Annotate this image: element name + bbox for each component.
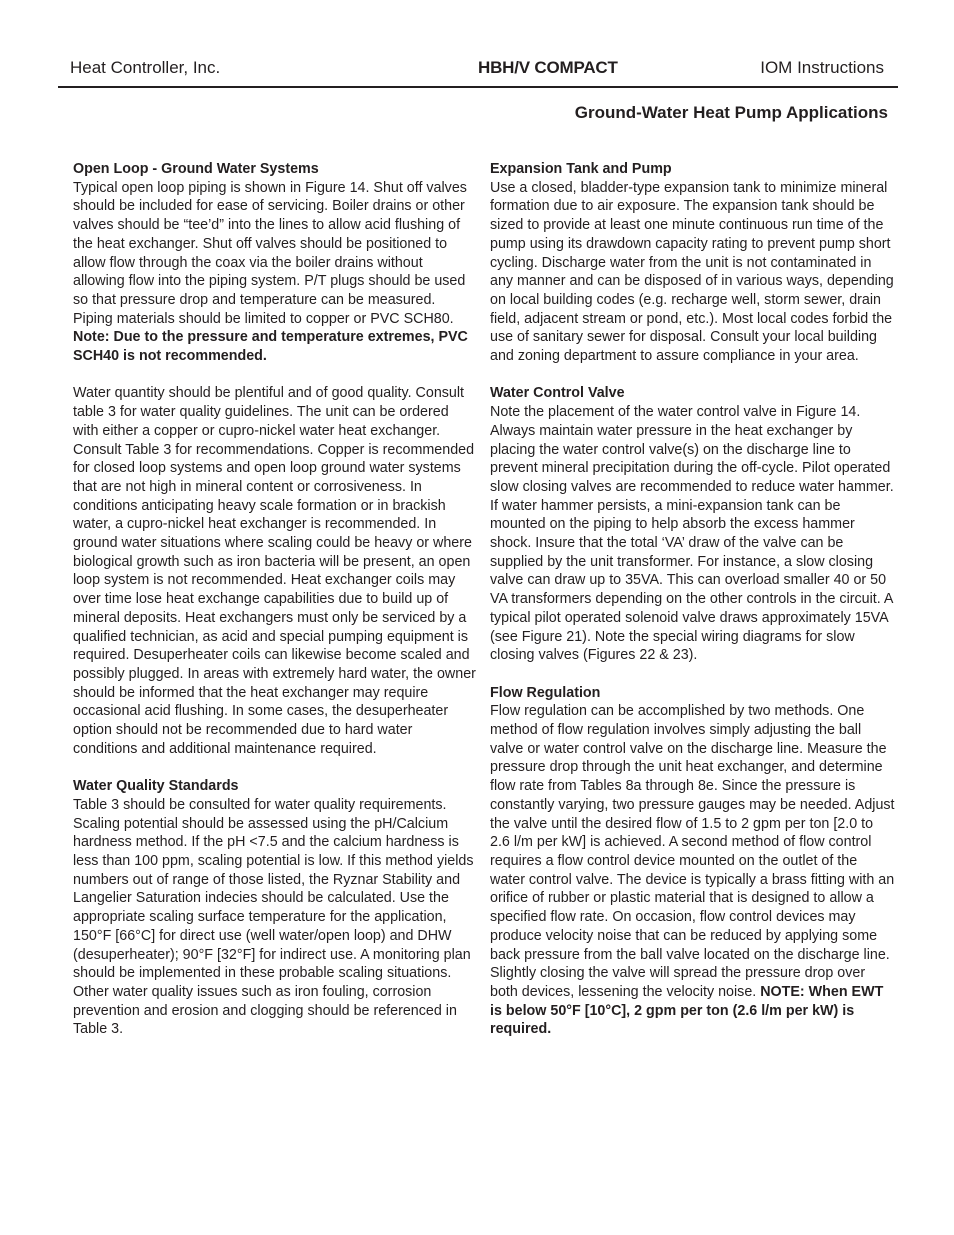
flow-regulation-note: NOTE: When EWT is below 50°F [10°C], 2 gpm per ton (2.6 l/m per kW) is required. xyxy=(490,983,884,1038)
right-column xyxy=(490,160,896,1058)
document-type: IOM Instructions xyxy=(760,58,884,77)
open-loop-heading: Open Loop - Ground Water Systems xyxy=(73,161,319,177)
water-quality-heading: Water Quality Standards xyxy=(73,778,239,795)
left-column xyxy=(73,160,477,1058)
open-loop-section xyxy=(73,160,477,366)
water-quantity-paragraph: Water quantity should be plentiful and of good quality. Consult table 3 for water quality guidelines. The unit can be ordered with either a copper or cupro-nickel water heat exchanger. Consult Table 3 for recommendations. Copper is recommended for closed loop systems and open loop ground water systems that are not high in mineral content or corrosiveness. In conditions anticipating heavy scale formation or in brackish water, a cupro-nickel heat exchanger is recommended. In ground water situations where scaling could be heavy or where biological growth such as iron bacteria will be present, an open loop system is not recommended. Heat exchanger coils may over time lose heat exchange capabilities due to build up of mineral deposits. Heat exchangers must only be serviced by a qualified technician, as acid and special pumping equipment is required. Desuperheater coils can likewise become scaled and possibly plugged. In areas with extremely hard water, the owner should be informed that the heat exchanger may require occasional acid flushing. In some cases, the desuperheater option should not be recommended due to hard water conditions and additional maintenance required. xyxy=(73,385,476,757)
flow-regulation-paragraph xyxy=(490,702,896,1039)
water-control-valve-section xyxy=(490,384,896,665)
open-loop-note: Note: Due to the pressure and temperature extremes, PVC SCH40 is not recommended. xyxy=(73,329,468,365)
page-header xyxy=(58,58,898,86)
water-quality-paragraph: Table 3 should be consulted for water quality requirements. Scaling potential should be assessed using the pH/Calcium hardness method. If the pH <7.5 and the calcium hardness is less than 100 ppm, scaling potential is low. If this method yields numbers out of range of those listed, the Ryznar Stability and Langelier Saturation indecies should be calculated. Use the appropriate scaling surface temperature for the application, 150°F [66°C] for direct use (well water/open loop) and DHW (desuperheater); 90°F [32°F] for indirect use. A monitoring plan should be implemented in these probable scaling situations. Other water quality issues such as iron fouling, corrosion prevention and erosion and clogging should be referenced in Table 3. xyxy=(73,796,474,1038)
flow-regulation-heading: Flow Regulation xyxy=(490,684,601,701)
expansion-tank-section xyxy=(490,160,896,366)
water-quality-section xyxy=(73,777,477,1039)
flow-regulation-text: Flow regulation can be accomplished by two methods. One method of flow regulation involves simply adjusting the ball valve or water control valve on the discharge line. Measure the pressure drop through the unit heat exchanger, and determine flow rate from Tables 8a through 8e. Since the pressure is constantly varying, two pressure gauges may be needed. Adjust the valve until the desired flow of 1.5 to 2 gpm per ton [2.0 to 2.6 l/m per kW] is achieved. A second method of flow control requires a flow control device mounted on the outlet of the water control valve. The device is typically a brass fitting with an orifice of rubber or plastic material that is designed to allow a specified flow rate. On occasion, flow control devices may produce velocity noise that can be reduced by applying some back pressure from the ball valve located on the discharge line. Slightly closing the valve will spread the pressure drop over both devices, lessening the velocity noise. xyxy=(490,703,895,1000)
water-control-valve-paragraph: Note the placement of the water control valve in Figure 14. Always maintain water pressure in the heat exchanger by placing the water control valve(s) on the discharge line to prevent mineral precipitation during the off-cycle. Pilot operated slow closing valves are recommended to reduce water hammer. If water hammer persists, a mini-expansion tank can be mounted on the piping to help absorb the excess hammer shock. Insure that the total ‘VA’ draw of the valve can be supplied by the unit transformer. For instance, a slow closing valve can draw up to 35VA. This can overload smaller 40 or 50 VA transformers depending on the other controls in the circuit. A typical pilot operated solenoid valve draws approximately 15VA (see Figure 21). Note the special wiring diagrams for slow closing valves (Figures 22 & 23). xyxy=(490,404,894,664)
expansion-tank-heading: Expansion Tank and Pump xyxy=(490,161,672,177)
product-name: HBH/V COMPACT xyxy=(478,58,618,77)
open-loop-text: Typical open loop piping is shown in Figure 14. Shut off valves should be included for ease of servicing. Boiler drains or other valves should be “tee’d” into the lines to allow acid flushing of the heat exchanger. Shut off valves should be positioned to allow flow through the coax via the boiler drains without allowing flow into the piping system. P/T plugs should be used so that pressure drop and temperature can be measured. Piping materials should be limited to copper or PVC SCH80. xyxy=(73,179,467,327)
water-quantity-section xyxy=(73,384,477,758)
company-name: Heat Controller, Inc. xyxy=(70,58,221,77)
water-control-valve-heading: Water Control Valve xyxy=(490,385,625,402)
header-rule xyxy=(58,86,898,88)
expansion-tank-paragraph: Use a closed, bladder-type expansion tank to minimize mineral formation due to air exposure. The expansion tank should be sized to provide at least one minute continuous run time of the pump using its drawdown capacity rating to prevent pump short cycling. Discharge water from the unit is not contaminated in any manner and can be disposed of in various ways, depending on local building codes (e.g. recharge well, storm sewer, drain field, adjacent stream or pond, etc.). Most local codes forbid the use of sanitary sewer for disposal. Consult your local building and zoning department to assure compliance in your area. xyxy=(490,179,894,365)
flow-regulation-section xyxy=(490,684,896,1039)
open-loop-paragraph xyxy=(73,179,477,366)
section-title: Ground-Water Heat Pump Applications xyxy=(574,103,888,122)
